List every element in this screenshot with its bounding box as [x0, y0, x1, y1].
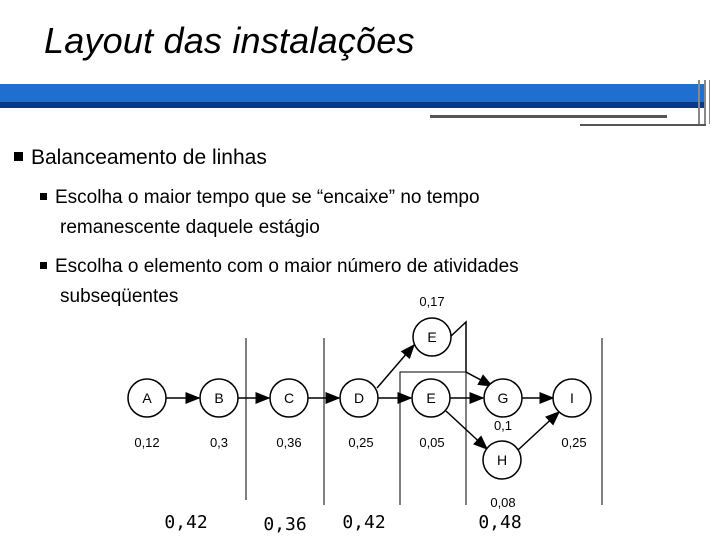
subbullet-line: Escolha o maior tempo que se “encaixe” no tempo	[55, 187, 480, 208]
weight-d: 0,25	[348, 435, 374, 450]
node-e	[412, 379, 450, 417]
station-time-3: 0,42	[342, 512, 386, 533]
weight-i: 0,25	[561, 435, 587, 450]
station-time-2: 0,36	[263, 514, 307, 535]
arrow-e1-g	[450, 322, 492, 386]
slide-title: Layout das instalações	[44, 20, 415, 61]
node-c	[270, 379, 308, 417]
arrow-d-e1	[377, 345, 414, 388]
node-b	[200, 379, 238, 417]
weight-h: 0,08	[490, 495, 516, 510]
subbullet-line: subseqüentes	[60, 286, 179, 307]
bullet-text: Balanceamento de linhas	[31, 146, 267, 169]
node-label: H	[496, 452, 508, 468]
node-label: E	[426, 390, 436, 406]
node-label: G	[497, 390, 509, 406]
subbullet-line: Escolha o elemento com o maior número de atividades	[55, 256, 519, 277]
weight-a: 0,12	[134, 435, 160, 450]
weight-e-top: 0,17	[419, 294, 445, 309]
node-a	[128, 379, 166, 417]
weight-e: 0,05	[419, 435, 445, 450]
node-label: C	[283, 390, 295, 406]
node-d	[340, 379, 378, 417]
weight-g: 0,1	[493, 418, 513, 433]
node-i	[553, 379, 591, 417]
station-time-1: 0,42	[164, 512, 208, 533]
node-label: E	[427, 329, 437, 345]
node-label: I	[570, 390, 574, 406]
node-label: B	[214, 390, 224, 406]
weight-b: 0,3	[209, 435, 229, 450]
subbullet-line: remanescente daquele estágio	[60, 217, 320, 238]
node-label: D	[353, 390, 365, 406]
node-g	[484, 379, 522, 417]
arrow-h-i	[518, 412, 559, 450]
node-h	[483, 441, 521, 479]
station-time-4: 0,48	[478, 512, 522, 533]
node-e-top	[413, 318, 451, 356]
node-label: A	[142, 390, 152, 406]
weight-c: 0,36	[276, 435, 302, 450]
